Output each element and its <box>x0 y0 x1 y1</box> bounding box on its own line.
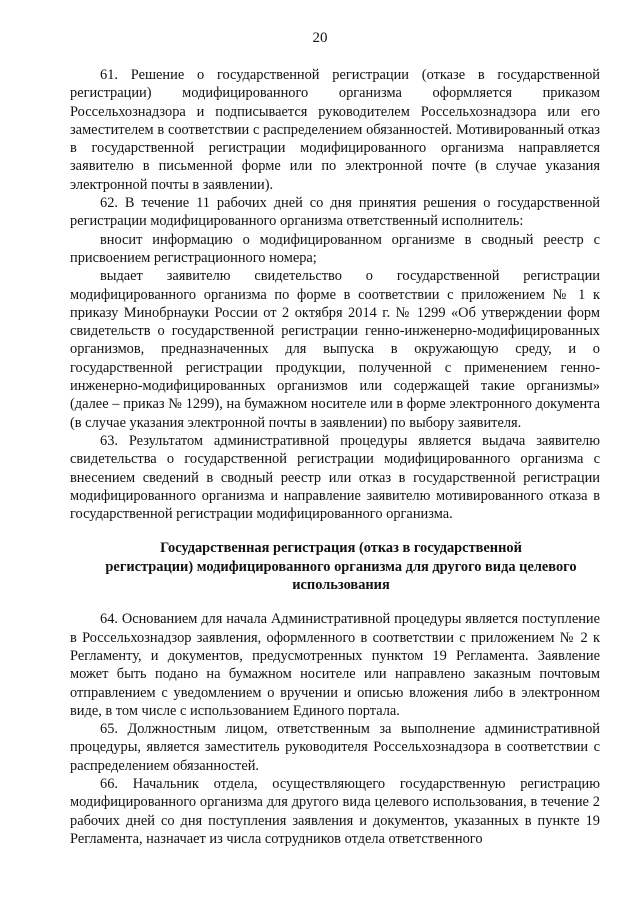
paragraph-62-item-certificate: выдает заявителю свидетельство о государственной регистрации модифицированного организма по форме в соответствии с приложением № 1 к приказу Минобрнауки России от 2 октября 2014 г. № 1299 «Об утверждении форм свидетельств о государственной регистрации генно-инженерно-модифицированных организмов, предназначенных для выпуска в окружающую среду, и о государственной регистрации продукции, полученной с применением генно-инженерно-модифицированных организмов или содержащей такие организмы» (далее – приказ № 1299), на бумажном носителе или в форме электронного документа (в случае указания электронной почты в заявлении) по выбору заявителя. <box>70 268 600 431</box>
paragraph-63: 63. Результатом административной процедуры является выдача заявителю свидетельства о государственной регистрации модифицированного организма с внесением сведений в сводный реестр или отказ в государственной регистрации модифицированного организма и направление заявителю мотивированного отказа в государственной регистрации модифицированного организма. <box>70 432 600 523</box>
section-heading <box>70 539 600 594</box>
paragraph-66: 66. Начальник отдела, осуществляющего государственную регистрацию модифицированного организма для другого вида целевого использования, в течение 2 рабочих дней со дня поступления заявления и документов, указанных в пункте 19 Регламента, назначает из числа сотрудников отдела ответственного <box>70 775 600 847</box>
paragraph-62: 62. В течение 11 рабочих дней со дня принятия решения о государственной регистрации модифицированного организма ответственный исполнитель: <box>70 195 600 230</box>
paragraph-65: 65. Должностным лицом, ответственным за выполнение административной процедуры, является заместитель руководителя Россельхознадзора в соответствии с распределением обязанностей. <box>70 721 600 774</box>
document-body <box>70 66 600 848</box>
paragraph-62-item-registry: вносит информацию о модифицированном организме в сводный реестр с присвоением регистрационного номера; <box>70 231 600 266</box>
paragraph-61: 61. Решение о государственной регистрации (отказе в государственной регистрации) модифицированного организма оформляется приказом Россельхознадзора и подписывается руководителем Россельхознадзора или его заместителем в соответствии с распределением обязанностей. Мотивированный отказ в государственной регистрации модифицированного организма направляется заявителю в письменной форме или по электронной почте (в случае указания электронной почты в заявлении). <box>70 67 600 193</box>
section-heading-line: Государственная регистрация (отказ в государственной <box>160 540 522 557</box>
spacer <box>70 523 600 539</box>
spacer <box>70 594 600 610</box>
section-heading-line: использования <box>292 577 390 594</box>
page-number: 20 <box>312 30 328 46</box>
paragraph-64: 64. Основанием для начала Административной процедуры является поступление в Россельхознадзор заявления, оформленного в соответствии с приложением № 2 к Регламенту, и документов, предусмотренных пунктом 19 Регламента. Заявление может быть подано на бумажном носителе или направлено заказным почтовым отправлением с уведомлением о вручении и описью вложения либо в электронном виде, в том числе с использованием Единого портала. <box>70 611 600 719</box>
section-heading-line: регистрации) модифицированного организма для другого вида целевого <box>105 558 577 575</box>
